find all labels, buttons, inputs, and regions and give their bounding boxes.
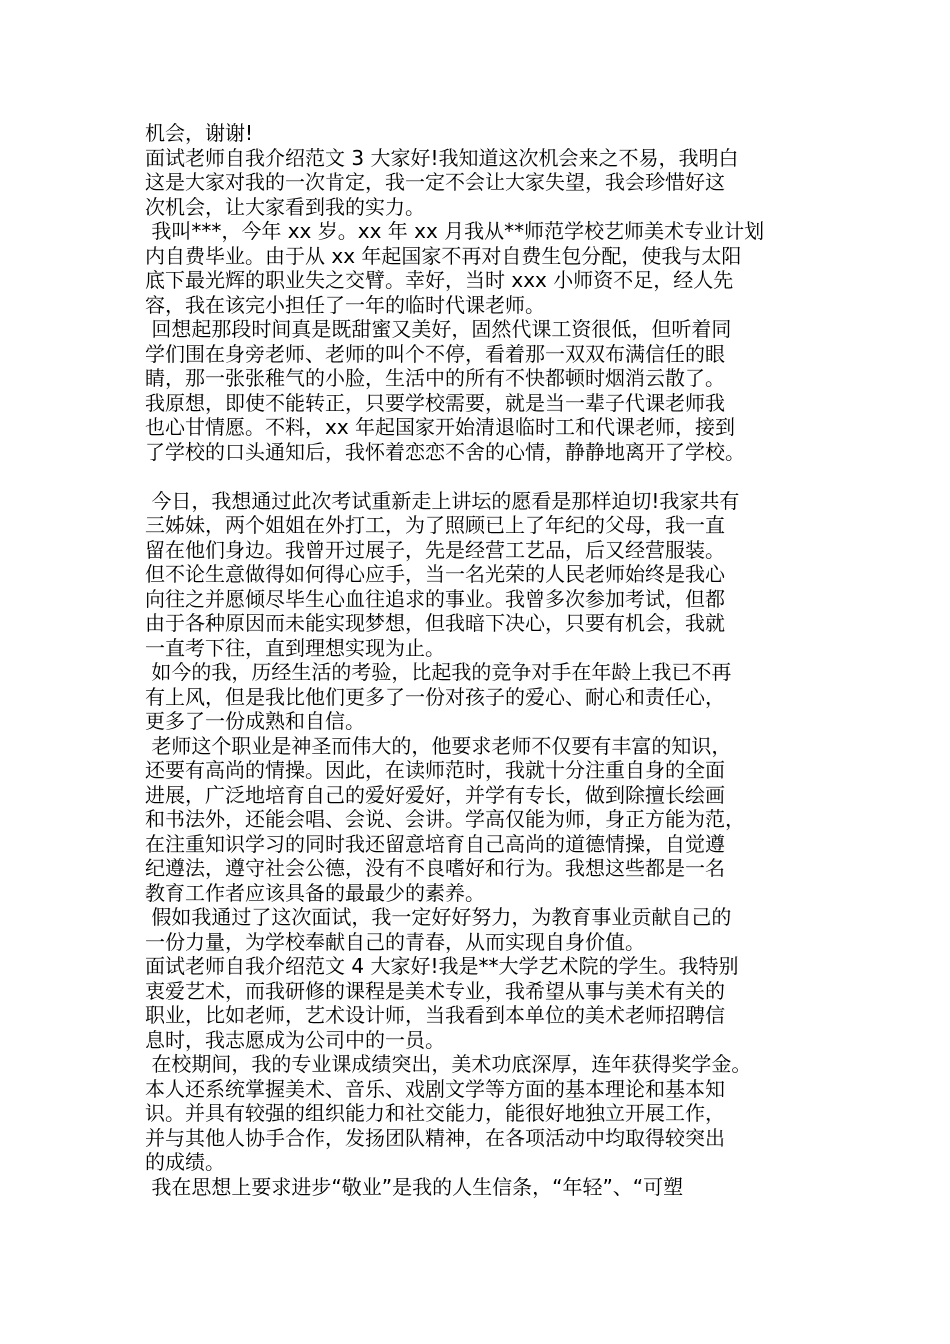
text-line: 底下最光辉的职业失之交臂。幸好，当时 xxx 小师资不足，经人先 (145, 268, 734, 292)
text-line: 我原想，即使不能转正，只要学校需要，就是当一辈子代课老师我 (145, 390, 725, 415)
text-line: 的成绩。 (145, 1150, 225, 1174)
text-line: 由于各种原因而未能实现梦想，但我暗下决心，只要有机会，我就 (145, 611, 725, 635)
text-line: 职业，比如老师，艺术设计师，当我看到本单位的美术老师招聘信 (145, 1003, 725, 1027)
text-line: 我在思想上要求进步“敬业”是我的人生信条，“年轻”、“可塑 (145, 1174, 684, 1199)
text-line: 假如我通过了这次面试，我一定好好努力，为教育事业贡献自己的 (145, 905, 732, 929)
text-line: 还要有高尚的情操。因此，在读师范时，我就十分注重自身的全面 (145, 758, 725, 782)
text-line: 向往之并愿倾尽毕生心血往追求的事业。我曾多次参加考试，但都 (145, 586, 725, 611)
text-line: 学们围在身旁老师、老师的叫个不停，看着那一双双布满信任的眼 (145, 341, 725, 366)
text-line: 三姊妹，两个姐姐在外打工，为了照顾已上了年纪的父母，我一直 (145, 513, 725, 537)
text-line: 我叫***，今年 xx 岁。xx 年 xx 月我从**师范学校艺师美术专业计划 (145, 219, 765, 243)
text-line: 一直考下往，直到理想实现为止。 (145, 635, 445, 660)
text-line: 面试老师自我介绍范文 4 大家好!我是**大学艺术院的学生。我特别 (145, 954, 739, 978)
blank-line (145, 464, 825, 489)
text-line: 了学校的口头通知后，我怀着恋恋不舍的心情，静静地离开了学校。 (145, 439, 745, 464)
text-line: 进展，广泛地培育自己的爱好爱好，并学有专长，做到除擅长绘画 (145, 782, 725, 807)
text-line: 机会，谢谢! (145, 121, 254, 145)
text-line: 这是大家对我的一次肯定，我一定不会让大家失望，我会珍惜好这 (145, 170, 725, 194)
text-line: 本人还系统掌握美术、音乐、戏剧文学等方面的基本理论和基本知 (145, 1076, 725, 1101)
text-line: 留在他们身边。我曾开过展子，先是经营工艺品，后又经营服装。 (145, 537, 725, 562)
document-body (145, 121, 825, 1199)
text-line: 息时，我志愿成为公司中的一员。 (145, 1027, 445, 1052)
text-line: 有上风，但是我比他们更多了一份对孩子的爱心、耐心和责任心， (145, 684, 725, 709)
text-line: 教育工作者应该具备的最最少的素养。 (145, 880, 485, 905)
text-line: 更多了一份成熟和自信。 (145, 709, 365, 733)
text-line: 衷爱艺术，而我研修的课程是美术专业，我希望从事与美术有关的 (145, 978, 725, 1003)
text-line: 也心甘情愿。不料，xx 年起国家开始清退临时工和代课老师，接到 (145, 415, 736, 439)
text-line: 次机会，让大家看到我的实力。 (145, 194, 425, 219)
text-line: 在校期间，我的专业课成绩突出，美术功底深厚，连年获得奖学金。 (145, 1052, 752, 1076)
text-line: 容，我在该完小担任了一年的临时代课老师。 (145, 292, 545, 317)
text-line: 回想起那段时间真是既甜蜜又美好，固然代课工资很低，但听着同 (145, 317, 732, 341)
text-line: 内自费毕业。由于从 xx 年起国家不再对自费生包分配，使我与太阳 (145, 243, 742, 268)
text-line: 睛，那一张张稚气的小脸，生活中的所有不快都顿时烟消云散了。 (145, 366, 725, 390)
text-line: 如今的我，历经生活的考验，比起我的竞争对手在年龄上我已不再 (145, 660, 732, 684)
text-line: 并与其他人协手合作，发扬团队精神，在各项活动中均取得较突出 (145, 1125, 725, 1150)
text-line: 纪遵法，遵守社会公德，没有不良嗜好和行为。我想这些都是一名 (145, 856, 725, 880)
text-line: 识。并具有较强的组织能力和社交能力，能很好地独立开展工作， (145, 1101, 725, 1125)
text-line: 和书法外，还能会唱、会说、会讲。学高仅能为师，身正方能为范， (145, 807, 745, 831)
text-line: 但不论生意做得如何得心应手，当一名光荣的人民老师始终是我心 (145, 562, 725, 586)
text-line: 一份力量，为学校奉献自己的青春，从而实现自身价值。 (145, 929, 645, 954)
text-line: 老师这个职业是神圣而伟大的，他要求老师不仅要有丰富的知识， (145, 733, 732, 758)
text-line: 今日，我想通过此次考试重新走上讲坛的愿看是那样迫切!我家共有 (145, 488, 740, 513)
text-line: 面试老师自我介绍范文 3 大家好!我知道这次机会来之不易，我明白 (145, 145, 739, 170)
text-line: 在注重知识学习的同时我还留意培育自己高尚的道德情操，自觉遵 (145, 831, 725, 856)
